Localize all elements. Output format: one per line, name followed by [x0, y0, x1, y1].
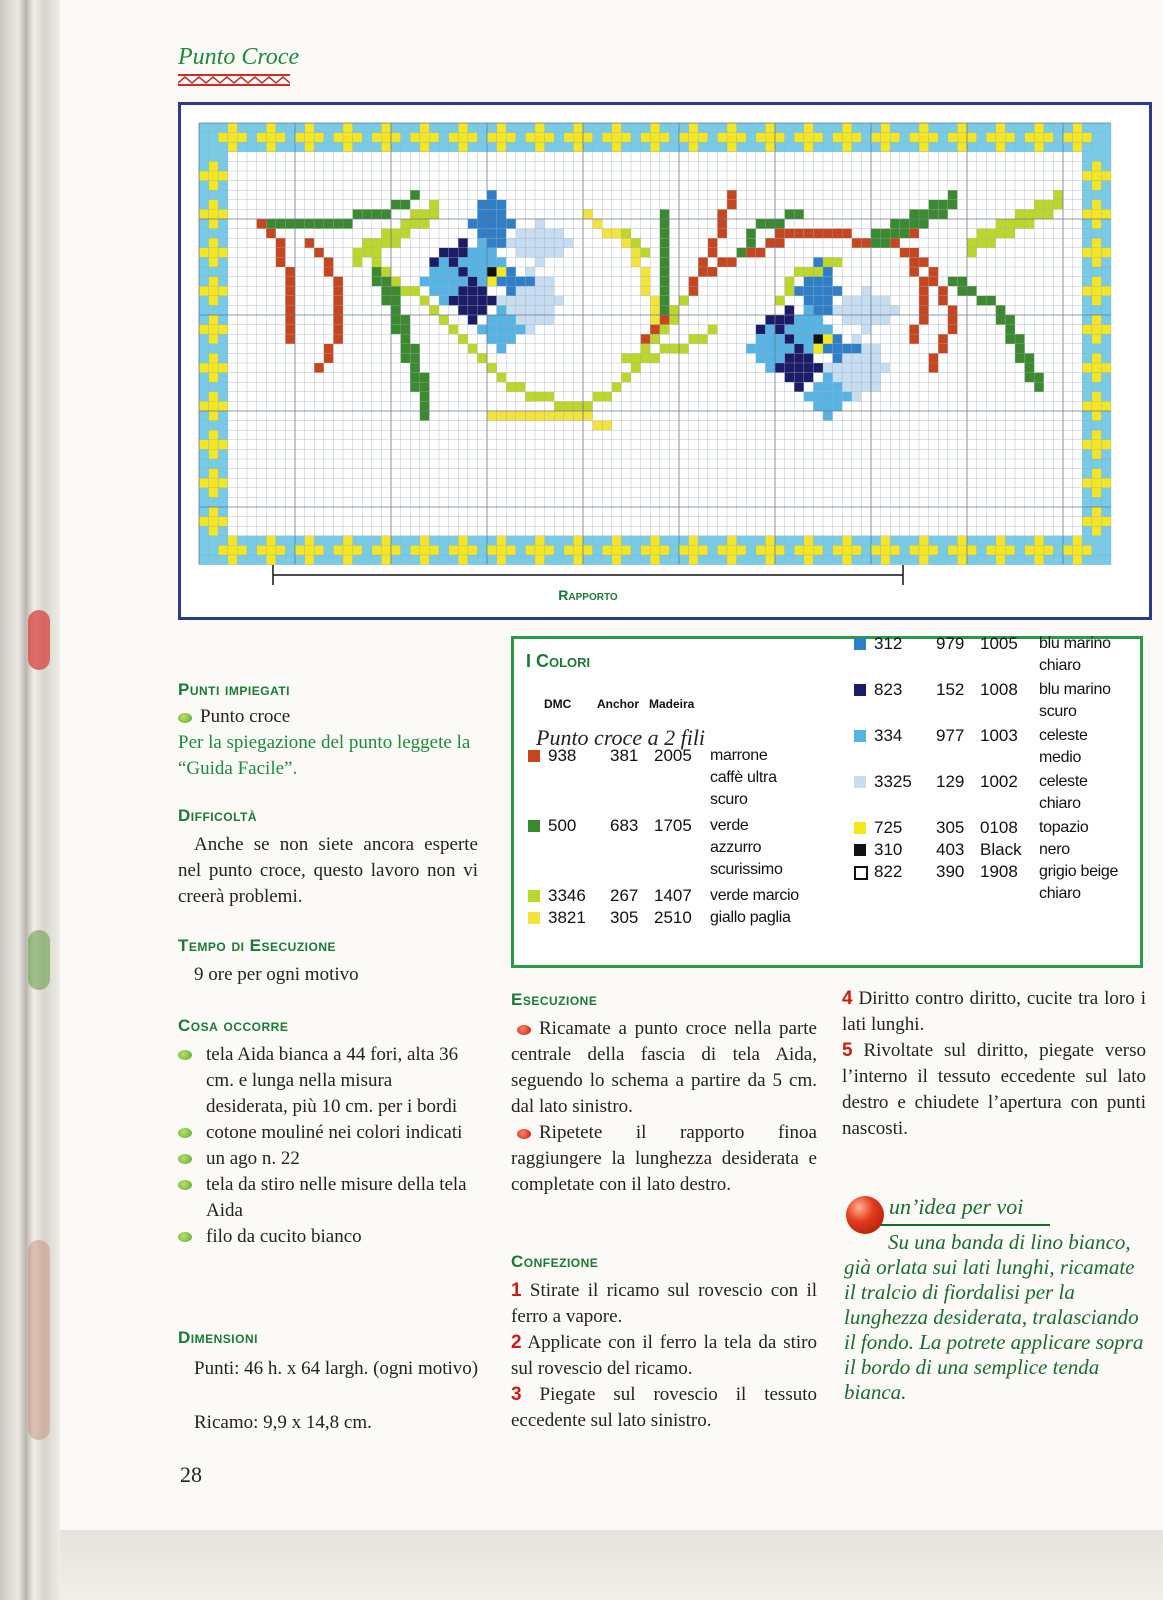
- cross-stitch-chart: [178, 102, 1152, 620]
- section-header-title: Punto Croce: [178, 44, 300, 70]
- punti-impiegati-item: [178, 704, 290, 730]
- color-swatch: [854, 822, 866, 834]
- header-stitch-decoration: [178, 74, 290, 86]
- colors-title: I Colori: [526, 651, 591, 671]
- step-number: 5: [842, 1040, 853, 1061]
- idea-title: un’idea per voi: [889, 1194, 1024, 1219]
- confezione-step-4: [842, 986, 1146, 1038]
- green-bullet-icon: [178, 1154, 192, 1164]
- color-row: [528, 885, 808, 907]
- dmc-code: 725: [874, 818, 903, 837]
- spine-photo-decoration: [28, 1240, 50, 1440]
- tempo-title: Tempo di Esecuzione: [178, 936, 337, 955]
- color-name: celeste chiaro: [1039, 773, 1088, 812]
- anchor-code: 305: [936, 818, 965, 837]
- punti-value: : 46 h. x 64 largh. (ogni motivo): [234, 1358, 479, 1379]
- color-row: [528, 815, 808, 881]
- spine-leaf-decoration: [28, 930, 50, 990]
- dimensioni-title: Dimensioni: [178, 1328, 258, 1347]
- step-number: 4: [842, 988, 853, 1009]
- idea-underline: [880, 1224, 1050, 1226]
- ricamo-label: Ricamo: [194, 1412, 254, 1433]
- list-item: [178, 1120, 478, 1146]
- step-text: Stirate il ricamo sul rovescio con il ferro a vapore.: [511, 1280, 818, 1327]
- punti-impiegati-title: Punti impiegati: [178, 680, 291, 699]
- madeira-code: 0108: [980, 818, 1018, 837]
- madeira-code: 1002: [980, 772, 1018, 791]
- madeira-code: 2510: [654, 908, 692, 927]
- color-name: nero: [1039, 841, 1070, 858]
- confezione-step-2: [511, 1330, 817, 1382]
- color-swatch: [854, 866, 868, 880]
- confezione-title: Confezione: [511, 1252, 599, 1271]
- color-swatch: [528, 890, 540, 902]
- esecuzione-title: Esecuzione: [511, 990, 598, 1009]
- dmc-code: 3821: [548, 908, 586, 927]
- color-name: giallo paglia: [710, 909, 791, 926]
- color-name: topazio: [1039, 819, 1089, 836]
- madeira-code: 1705: [654, 816, 692, 835]
- dmc-code: 3325: [874, 772, 912, 791]
- color-swatch: [528, 750, 540, 762]
- color-row: [528, 745, 808, 811]
- dmc-code: 822: [874, 862, 903, 881]
- step-text: Applicate con il ferro la tela da stiro sul rovescio del ricamo.: [511, 1332, 817, 1379]
- anchor-code: 683: [610, 816, 639, 835]
- idea-ball-icon: [846, 1196, 884, 1234]
- difficolta-text: Anche se non siete ancora esperte nel punto croce, questo lavoro non vi creerà problemi.: [178, 834, 478, 907]
- cosa-occorre-list: [178, 1042, 478, 1250]
- page-bottom-edge: [60, 1530, 1163, 1600]
- confezione-step-1: [511, 1278, 817, 1330]
- dmc-code: 500: [548, 816, 577, 835]
- green-bullet-icon: [178, 1050, 192, 1060]
- colors-subtitle: Punto croce a 2 fili: [536, 725, 706, 750]
- green-bullet-icon: [178, 713, 192, 723]
- step-text: Rivoltate sul diritto, piegate verso l’interno il tessuto eccedente sul lato destro e chiudete l’apertura con punti nascosti.: [842, 1040, 1147, 1139]
- green-bullet-icon: [178, 1232, 192, 1242]
- idea-text: Su una banda di lino bianco, già orlata sui lati lunghi, ricamate il tralcio di fiordalisi per la lunghezza desiderata, tralasciando il fondo. La potrete applicare sopra il bordo di una semplice tenda bianca.: [844, 1230, 1144, 1404]
- color-name: blu marino chiaro: [1039, 635, 1111, 674]
- color-swatch: [854, 776, 866, 788]
- step-number: 1: [511, 1280, 522, 1301]
- chart-canvas: [181, 105, 1149, 617]
- madeira-code: 1008: [980, 680, 1018, 699]
- list-item-text: filo da cucito bianco: [206, 1226, 362, 1247]
- list-item: [178, 1146, 478, 1172]
- color-name: grigio beige chiaro: [1039, 863, 1119, 902]
- color-swatch: [854, 684, 866, 696]
- repeat-ruler-label: Rapporto: [558, 587, 618, 603]
- red-bullet-icon: [517, 1025, 531, 1035]
- list-item-text: tela da stiro nelle misure della tela Aida: [206, 1174, 467, 1221]
- confezione-step-5: [842, 1038, 1146, 1142]
- color-swatch: [528, 912, 540, 924]
- header-dmc: DMC: [544, 697, 572, 711]
- anchor-code: 152: [936, 680, 965, 699]
- header-anchor: Anchor: [597, 697, 639, 711]
- dmc-code: 310: [874, 840, 903, 859]
- anchor-code: 305: [610, 908, 639, 927]
- color-swatch: [528, 820, 540, 832]
- anchor-code: 390: [936, 862, 965, 881]
- anchor-code: 381: [610, 746, 639, 765]
- madeira-code: 1908: [980, 862, 1018, 881]
- step-number: 2: [511, 1332, 522, 1353]
- dmc-code: 823: [874, 680, 903, 699]
- punti-impiegati-note: Per la spiegazione del punto leggete la “Guida Facile”.: [178, 732, 471, 779]
- punti-item-text: Punto croce: [200, 706, 291, 727]
- anchor-code: 129: [936, 772, 965, 791]
- page-number: 28: [180, 1462, 202, 1487]
- anchor-code: 403: [936, 840, 965, 859]
- ricamo-value: : 9,9 x 14,8 cm.: [253, 1412, 372, 1433]
- anchor-code: 977: [936, 726, 965, 745]
- list-item-text: tela Aida bianca a 44 fori, alta 36 cm. e lunga nella misura desiderata, più 10 cm. per i bordi: [206, 1044, 459, 1117]
- step-number: 3: [511, 1384, 522, 1405]
- color-swatch: [854, 638, 866, 650]
- list-item: [178, 1172, 478, 1224]
- color-swatch: [854, 730, 866, 742]
- header-madeira: Madeira: [649, 697, 695, 711]
- madeira-code: 1003: [980, 726, 1018, 745]
- esecuzione-p2-text: Ripetete il rapporto finoa raggiungere la lunghezza desiderata e completate con il lato destro.: [511, 1122, 817, 1195]
- cosa-occorre-title: Cosa occorre: [178, 1016, 289, 1035]
- list-item: [178, 1042, 478, 1120]
- madeira-code: 2005: [654, 746, 692, 765]
- madeira-code: Black: [980, 840, 1022, 859]
- step-text: Diritto contro diritto, cucite tra loro i lati lunghi.: [842, 988, 1146, 1035]
- red-bullet-icon: [517, 1129, 531, 1139]
- dmc-code: 334: [874, 726, 903, 745]
- dimensioni-ricamo: [194, 1410, 372, 1436]
- anchor-code: 979: [936, 634, 965, 653]
- punti-label: Punti: [194, 1358, 235, 1379]
- tempo-text: 9 ore per ogni motivo: [194, 964, 359, 985]
- color-name: blu marino scuro: [1039, 681, 1111, 720]
- color-name: verde azzurro scurissimo: [710, 817, 783, 878]
- anchor-code: 267: [610, 886, 639, 905]
- list-item: [178, 1224, 478, 1250]
- colors-legend-box: [511, 636, 1143, 968]
- list-item-text: un ago n. 22: [206, 1148, 300, 1169]
- green-bullet-icon: [178, 1128, 192, 1138]
- color-name: verde marcio: [710, 887, 799, 904]
- spine-flower-decoration: [28, 610, 50, 670]
- green-bullet-icon: [178, 1180, 192, 1190]
- color-row: [528, 907, 808, 929]
- dmc-code: 3346: [548, 886, 586, 905]
- dmc-code: 938: [548, 746, 577, 765]
- step-text: Piegate sul rovescio il tessuto eccedente sul lato sinistro.: [511, 1384, 817, 1431]
- madeira-code: 1005: [980, 634, 1018, 653]
- esecuzione-p1-text: Ricamate a punto croce nella parte centrale della fascia di tela Aida, seguendo lo schema a partire da 5 cm. dal lato sinistro.: [511, 1018, 817, 1117]
- list-item-text: cotone mouliné nei colori indicati: [206, 1122, 463, 1143]
- dimensioni-punti: [178, 1356, 482, 1382]
- color-name: marrone caffè ultra scuro: [710, 747, 777, 808]
- color-name: celeste medio: [1039, 727, 1088, 766]
- confezione-step-3: [511, 1382, 817, 1434]
- madeira-code: 1407: [654, 886, 692, 905]
- color-swatch: [854, 844, 866, 856]
- esecuzione-p1: [511, 1016, 817, 1120]
- dmc-code: 312: [874, 634, 903, 653]
- esecuzione-p2: [511, 1120, 817, 1198]
- difficolta-title: Difficoltà: [178, 806, 258, 825]
